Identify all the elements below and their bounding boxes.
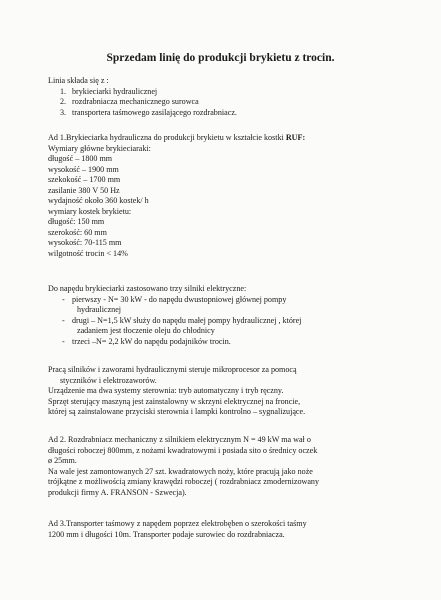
list-number: 2. [60, 97, 67, 106]
list-item [62, 295, 301, 306]
list-item [62, 337, 301, 348]
paragraph-line: Pracą silników i zaworami hydraulicznymi steruje mikroprocesor za pomocą [48, 365, 297, 374]
list-number: 1. [60, 86, 67, 96]
spec-line: wymiary kostek brykietu: [48, 206, 132, 216]
ad2-section [48, 435, 319, 498]
bullet-dash: - [62, 336, 65, 346]
list-item-text: transportera taśmowego zasilającego rozdrabniacz. [72, 107, 237, 117]
motors-list [48, 295, 301, 348]
intro-lead: Linia składa się z : [48, 76, 109, 85]
list-item-text: trzeci –N= 2,2 kW do napędu podajników trocin. [72, 336, 231, 346]
spec-line: wysokość – 1900 mm [48, 164, 119, 174]
paragraph-line: ø 25mm. [48, 456, 77, 465]
list-item [60, 108, 237, 119]
paragraph-line: Sprzęt sterujący maszyną jest zainstalowny w skrzyni elektrycznej na froncie, [48, 396, 301, 406]
spec-line: długość: 150 mm [48, 217, 105, 226]
spec-line: wysokość: 70-115 mm [48, 238, 122, 247]
list-item-text: brykieciarki hydraulicznej [72, 86, 158, 96]
paragraph-line: Urządzenie ma dwa systemy sterownia: tryb automatyczny i tryb ręczny. [48, 386, 284, 395]
paragraph-line: trójkątne z możliwością zmiany krawędzi roboczej ( rozdrabniacz zmodernizowany [48, 477, 320, 486]
bullet-dash: - [62, 315, 65, 325]
spec-line: szekokość – 1700 mm [48, 175, 121, 184]
spec-line: zasilanie 380 V 50 Hz [48, 185, 120, 195]
control-section [48, 365, 305, 418]
paragraph-line: długości roboczej 800mm, z nożami kwadratowymi i posiada sito o średnicy oczek [48, 445, 318, 455]
list-item-text: rozdrabniacza mechanicznego surowca [72, 97, 199, 106]
motors-section [48, 284, 301, 347]
spec-line: wydajność około 360 kostek/ h [48, 196, 149, 205]
spec-line: Wymiary główne brykieciaraki: [48, 143, 151, 153]
list-item-text: pierwszy - N= 30 kW - do napędu dwustopniowej głównej pompy [72, 294, 287, 304]
paragraph-line: Ad 2. Rozdrabniacz mechaniczny z silnikiem elektrycznym N = 49 kW ma wał o [48, 435, 311, 444]
list-item-continuation: zadaniem jest tłoczenie oleju do chłodnicy [77, 326, 215, 335]
intro-list [48, 87, 237, 119]
ad1-section [48, 133, 305, 259]
spec-line: wilgotność trocin < 14% [48, 248, 128, 258]
paragraph-line: Na wale jest zamontowanych 27 szt. kwadratowych noży, które pracują jako noże [48, 466, 313, 476]
spec-line: długość – 1800 mm [48, 154, 113, 163]
ad1-heading [48, 133, 305, 144]
paragraph-line: 1200 mm i długości 10m. Transporter podaje surowiec do rozdrabniacza. [48, 529, 285, 539]
document-title: Sprzedam linię do produkcji brykietu z trocin. [106, 52, 335, 64]
list-item-text: drugi – N=1,5 kW służy do napędu małej pompy hydraulicznej , której [72, 315, 302, 325]
list-item [60, 97, 237, 108]
paragraph-line: której są zainstalowane przyciski sterownia i lampki kontrolno – sygnalizujące. [48, 407, 306, 416]
paragraph-line: produkcji firmy A. FRANSON - Szwecja). [48, 487, 187, 497]
list-item-continuation: hydraulicznej [77, 305, 122, 314]
intro-section [48, 76, 237, 118]
list-item [60, 87, 237, 98]
spec-line: szerokość: 60 mm [48, 227, 107, 237]
ad1-heading-bold: RUF: [285, 133, 306, 142]
bullet-dash: - [62, 294, 65, 304]
ad1-heading-text: Ad 1.Brykieciarka hydrauliczna do produkcji brykietu w kształcie kostki [48, 133, 286, 142]
list-number: 3. [60, 107, 67, 117]
motors-lead: Do napędu brykieciarki zastosowano trzy silniki elektryczne: [48, 284, 247, 293]
paragraph-line: Ad 3.Transporter taśmowy z napędem poprzez elektrobęben o szerokości taśmy [48, 519, 307, 528]
ad3-section [48, 519, 307, 540]
paragraph-line: styczników i elektrozaworów. [60, 375, 157, 385]
list-item [62, 316, 301, 327]
